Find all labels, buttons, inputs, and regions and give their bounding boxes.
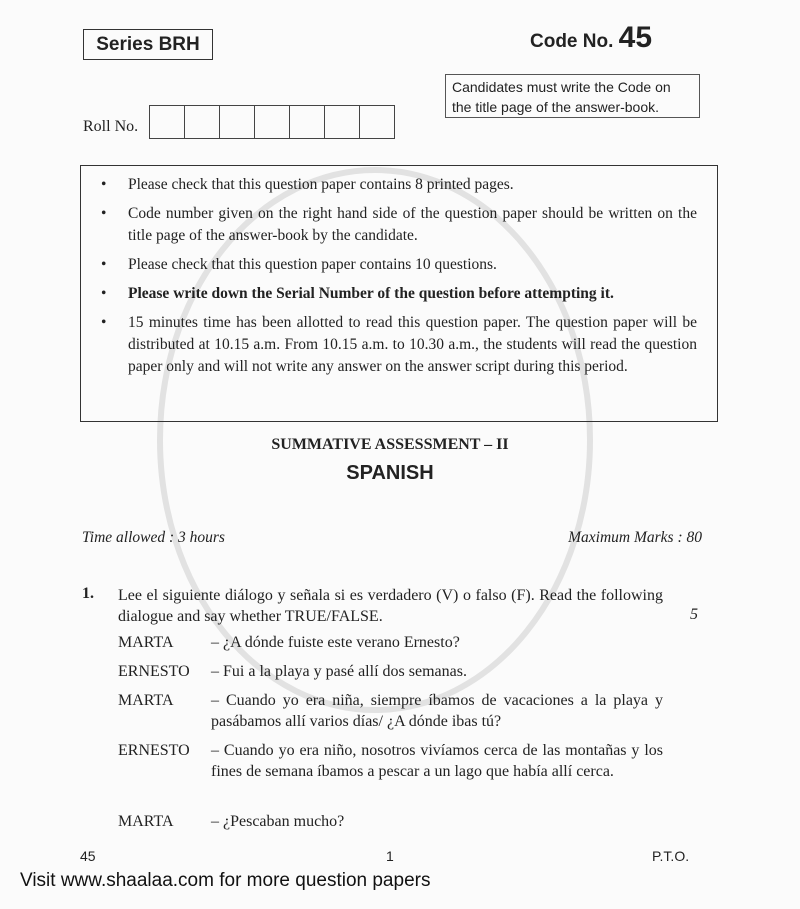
code-number	[530, 20, 652, 60]
maximum-marks: Maximum Marks : 80	[568, 529, 702, 546]
roll-number-boxes[interactable]	[150, 105, 395, 139]
pto-label: P.T.O.	[652, 848, 690, 864]
dialogue-line: MARTA – Cuando yo era niña, siempre íbamos de vacaciones a la playa y pasábamos allí varios días/ ¿A dónde ibas tú?	[118, 692, 663, 730]
visit-shaalaa-link[interactable]: Visit www.shaalaa.com for more question papers	[20, 870, 431, 891]
roll-digit-box[interactable]	[324, 105, 360, 139]
roll-number-label: Roll No.	[83, 118, 139, 135]
bullet-icon: •	[101, 314, 107, 331]
series-label: Series BRH	[83, 29, 213, 60]
instruction-item: • Please check that this question paper contains 10 questions.	[101, 254, 697, 276]
question-number: 1.	[82, 585, 94, 602]
roll-digit-box[interactable]	[254, 105, 290, 139]
dialogue-line: MARTA – ¿Pescaban mucho?	[118, 813, 345, 830]
exam-title: SUMMATIVE ASSESSMENT – II	[271, 436, 509, 453]
code-label: Code No.	[530, 31, 614, 52]
bullet-icon: •	[101, 205, 107, 222]
roll-digit-box[interactable]	[149, 105, 185, 139]
roll-digit-box[interactable]	[359, 105, 395, 139]
code-value: 45	[618, 21, 653, 54]
candidate-note: Candidates must write the Code on the title page of the answer-book.	[445, 74, 700, 118]
exam-subject: SPANISH	[346, 462, 434, 484]
dialogue-line: ERNESTO – Fui a la playa y pasé allí dos semanas.	[118, 663, 467, 680]
instructions-box	[80, 165, 718, 422]
roll-digit-box[interactable]	[289, 105, 325, 139]
instruction-item: • Please check that this question paper contains 8 printed pages.	[101, 174, 697, 196]
time-allowed: Time allowed : 3 hours	[82, 529, 225, 546]
roll-digit-box[interactable]	[219, 105, 255, 139]
instruction-item: • Please write down the Serial Number of the question before attempting it.	[101, 283, 697, 305]
instruction-item: • 15 minutes time has been allotted to read this question paper. The question paper will be distributed at 10.15 a.m. From 10.15 a.m. to 10.30 a.m., the students will read the question paper only and will not write any answer on the answer script during this period.	[101, 312, 697, 378]
footer-code: 45	[80, 848, 96, 864]
bullet-icon: •	[101, 176, 107, 193]
page-number: 1	[386, 848, 394, 864]
question-marks: 5	[690, 606, 698, 623]
bullet-icon: •	[101, 285, 107, 302]
dialogue-line: MARTA – ¿A dónde fuiste este verano Ernesto?	[118, 634, 460, 651]
question-text: Lee el siguiente diálogo y señala si es verdadero (V) o falso (F). Read the following dialogue and say whether TRUE/FALSE.	[118, 587, 663, 625]
dialogue-line: ERNESTO – Cuando yo era niño, nosotros vivíamos cerca de las montañas y los fines de semana íbamos a pescar a un lago que había allí cerca.	[118, 742, 663, 780]
bullet-icon: •	[101, 256, 107, 273]
roll-digit-box[interactable]	[184, 105, 220, 139]
instruction-item: • Code number given on the right hand side of the question paper should be written on the title page of the answer-book by the candidate.	[101, 203, 697, 247]
